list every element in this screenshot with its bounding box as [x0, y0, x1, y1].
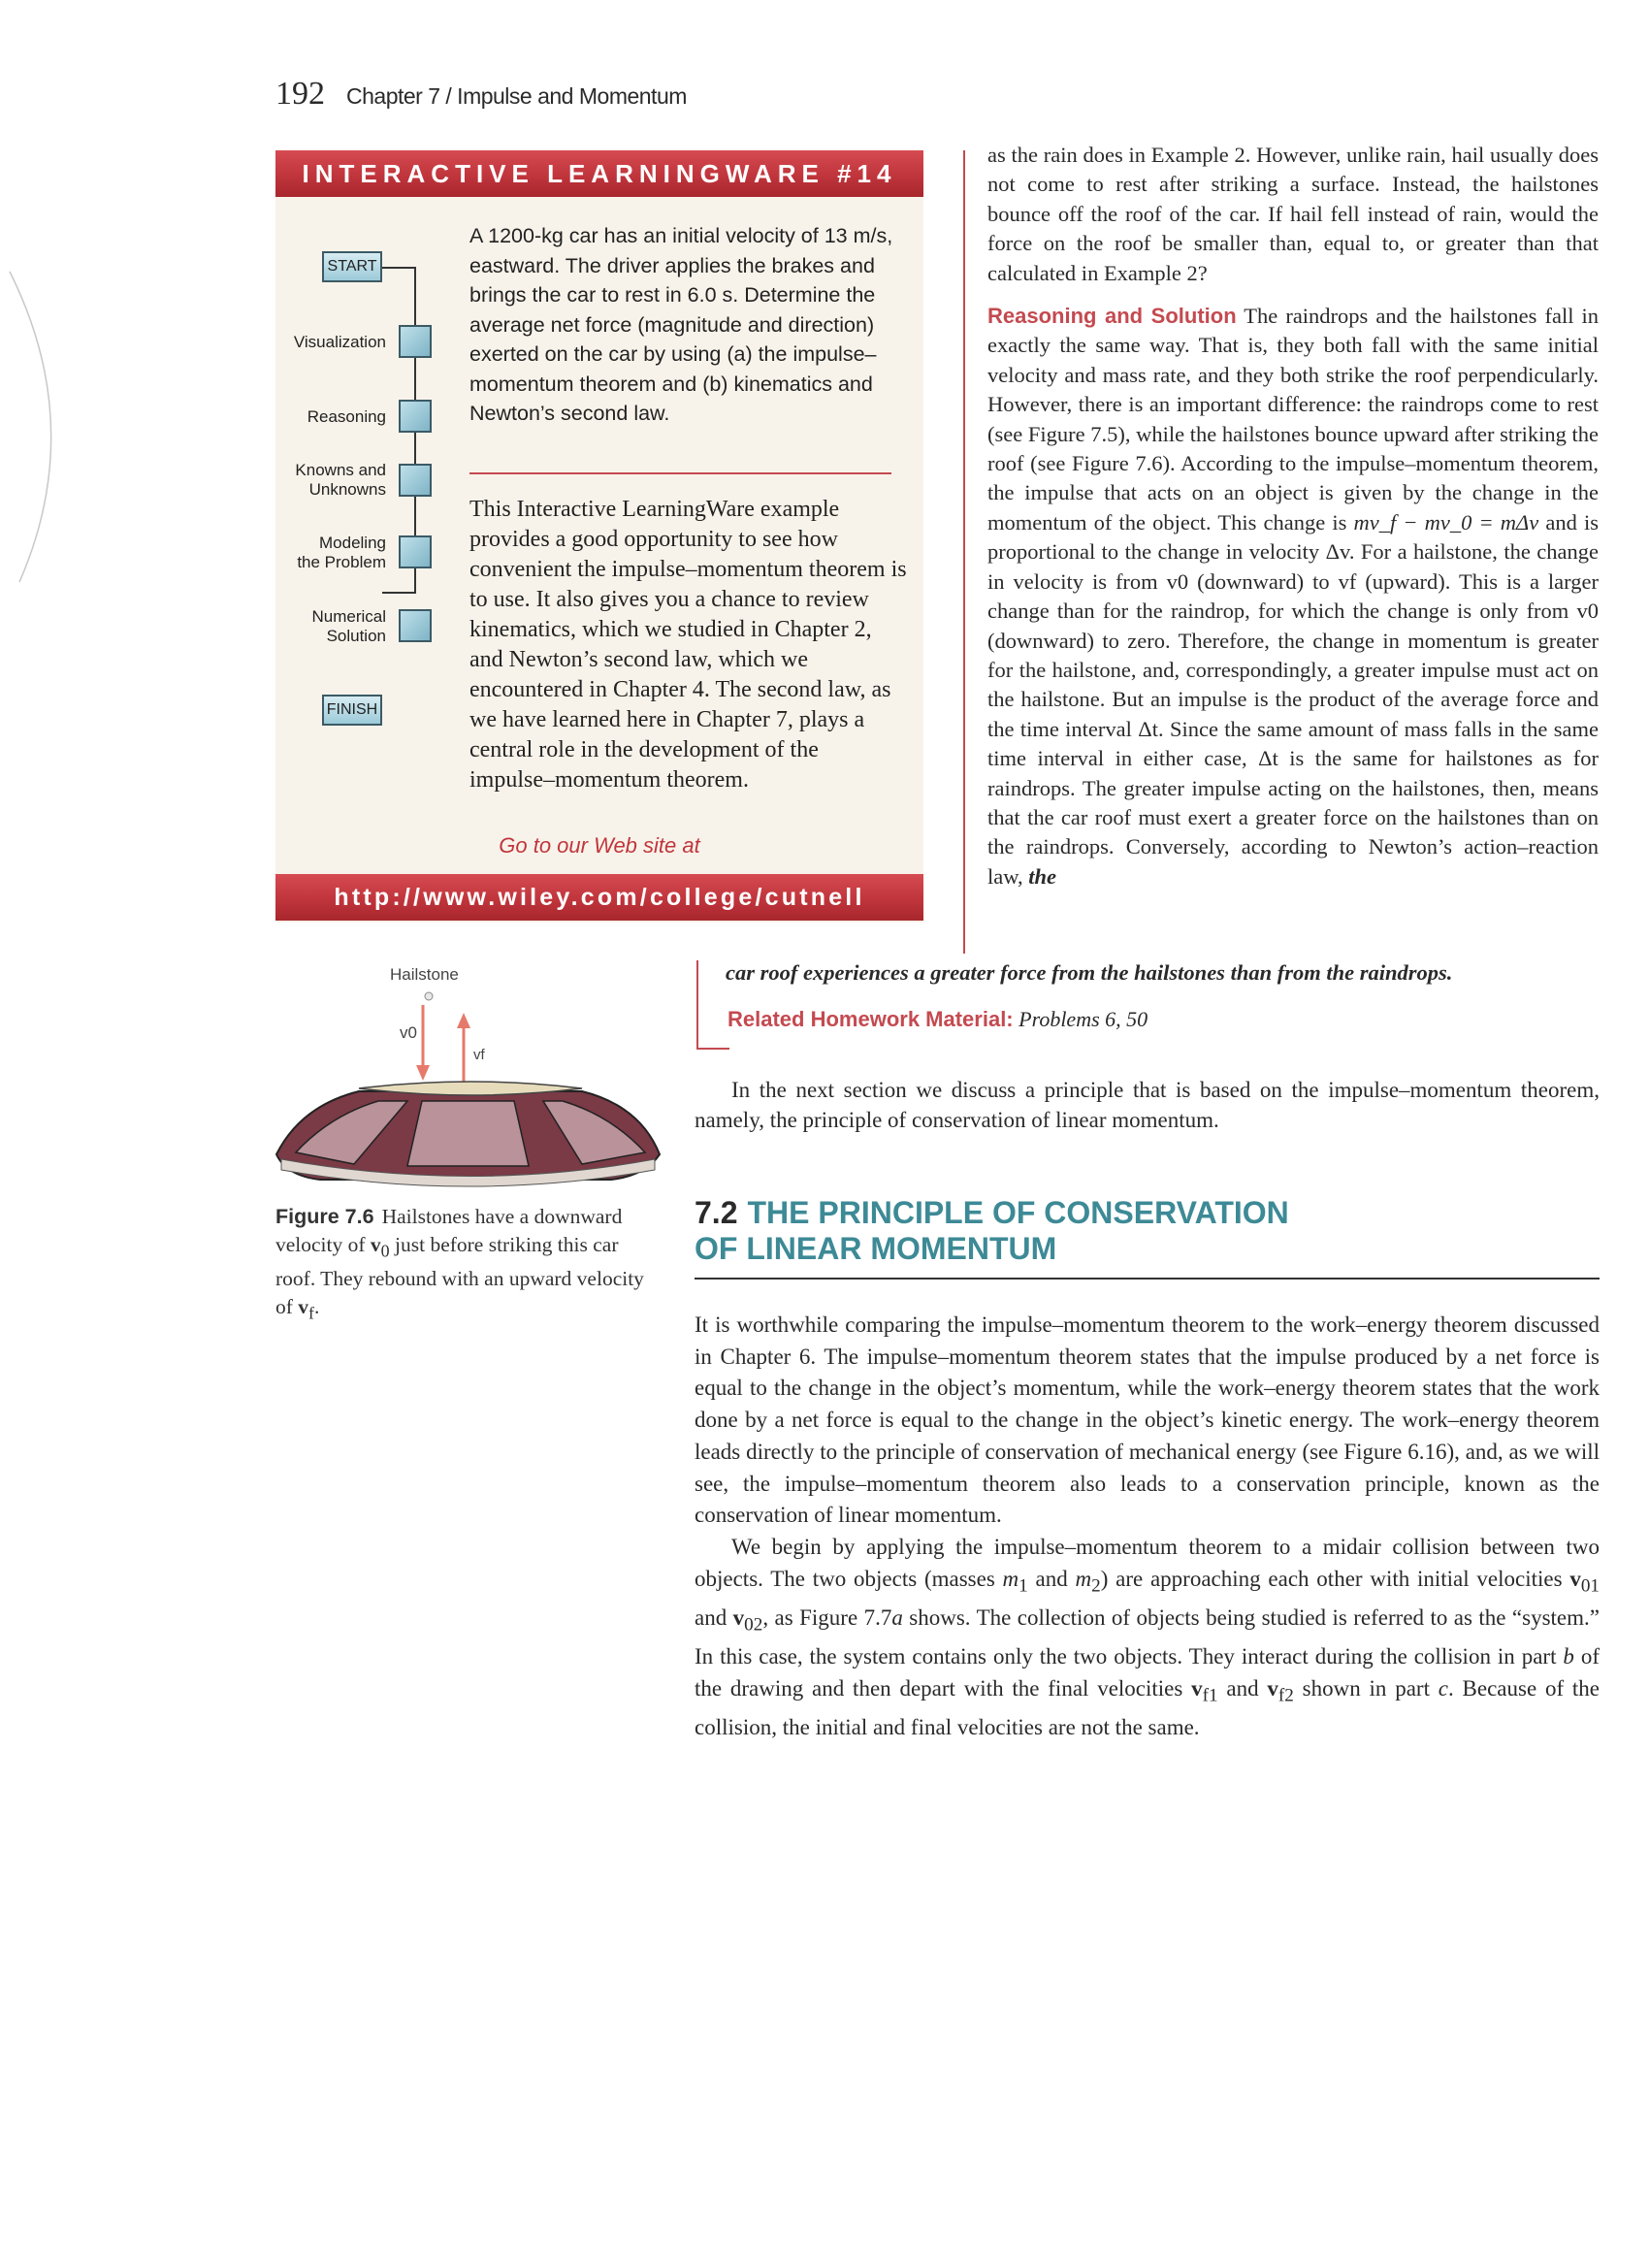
section-title-line1: THE PRINCIPLE OF CONSERVATION — [747, 1195, 1289, 1230]
section-rule — [695, 1278, 1600, 1280]
step-visualization-button[interactable] — [399, 325, 432, 358]
flow-line-start — [382, 267, 416, 269]
example-column — [987, 141, 1599, 891]
page-edge-arc — [0, 262, 68, 592]
section-number: 7.2 — [695, 1195, 738, 1230]
hailstone-label: Hailstone — [390, 965, 459, 984]
interactive-learningware-box — [275, 150, 923, 923]
ilw-divider — [469, 472, 891, 474]
step-reasoning-button[interactable] — [399, 400, 432, 433]
ilw-problem-text: A 1200-kg car has an initial velocity of 13 m/s, eastward. The driver applies the brakes and brings the car to rest in 6.0 s. Determine the average net force (magnitude and direction) exerted on the car by using (a) the impulse–momentum theorem and (b) kinematics and Newton’s second law. — [469, 224, 893, 425]
reasoning-heading: Reasoning and Solution — [987, 304, 1237, 329]
example-rule-lower — [696, 960, 698, 1050]
running-head: Chapter 7 / Impulse and Momentum — [346, 83, 687, 109]
example-question: as the rain does in Example 2. However, unlike rain, hail usually does not come to rest after striking a surface. Instead, the hailstones bounce off the roof of the car. If hail fell instead of rain, would the force on the roof be smaller than, equal to, or greater than that calculated in Example 2? — [987, 143, 1599, 285]
section-body — [695, 1310, 1600, 1744]
section-heading — [695, 1195, 1289, 1267]
step-knowns-label: Knowns and Unknowns — [295, 461, 386, 499]
step-numerical-label: Numerical Solution — [311, 607, 386, 645]
ilw-goto-text: Go to our Web site at — [499, 833, 700, 858]
v0-label: v0 — [400, 1023, 417, 1042]
step-reasoning-label: Reasoning — [307, 407, 386, 426]
related-heading: Related Homework Material: — [728, 1007, 1014, 1031]
hailstone-icon — [425, 992, 433, 1000]
figure-7-6-car-hailstones — [262, 960, 669, 1203]
step-knowns-button[interactable] — [399, 464, 432, 497]
vf-arrowhead-icon — [457, 1013, 470, 1028]
example-rule-upper — [963, 150, 965, 954]
step-visualization-label: Visualization — [293, 333, 386, 351]
figure-label: Figure 7.6 — [275, 1205, 374, 1228]
ilw-title-banner: INTERACTIVE LEARNINGWARE #14 — [275, 150, 923, 197]
ilw-intro-text: This Interactive LearningWare example provides a good opportunity to see how convenient the impulse–momentum theorem is to use. It also gives you a chance to review kinematics, which we studied in Chapter 2, and Newton’s second law, which we encountered in Chapter 4. The second law, as we have learned here in Chapter 7, plays a central role in the development of the impulse–momentum theorem. — [469, 497, 907, 793]
body-paragraph-2: We begin by applying the impulse–momentum theorem to a midair collision between two objects. The two objects (masses $m_1$ and $m_2$) are approaching each other with initial velocities $v_{01}$ and $v_{02}$, as Figure 7.7a shows. The collection of objects being studied is referred to as the “system.” In this case, the system contains only the two objects. They interact during the collision in part b of the drawing and then depart with the final velocities $v_{f1}$ and $v_{f2}$ shown in part c. Because of the collision, the initial and final velocities are not the same. — [695, 1534, 1600, 1740]
step-finish-button[interactable]: FINISH — [322, 695, 382, 726]
vf-label: vf — [473, 1047, 485, 1063]
figure-7-6-caption: Figure 7.6 Hailstones have a downward velocity of $v_0$ just before striking this car roof. They rebound with an upward velocity of $v_f$. — [275, 1205, 644, 1323]
running-header — [275, 76, 687, 113]
step-start-button[interactable]: START — [322, 251, 382, 282]
v0-arrowhead-icon — [416, 1065, 430, 1081]
transition-paragraph: In the next section we discuss a principle that is based on the impulse–momentum theorem, namely, the principle of conservation of linear momentum. — [695, 1078, 1600, 1132]
example-conclusion: car roof experiences a greater force from the hailstones than from the raindrops. — [726, 960, 1453, 985]
reasoning-paragraph: Reasoning and Solution The raindrops and the hailstones fall in exactly the same way. That is, they both fall with the same initial velocity and mass rate, and they both strike the roof perpendicularly. However, there is an important difference: the raindrops come to rest (see Figure 7.5), while the hailstones bounce upward after striking the roof (see Figure 7.6). According to the impulse–momentum theorem, the impulse that acts on an object is given by the change in the momentum of the object. This change is mv_f − mv_0 = mΔv and is proportional to the change in velocity Δv. For a hailstone, the change in velocity is from v0 (downward) to vf (upward). This is a larger change than for the raindrop, for which the change is only from v0 (downward) to zero. Therefore, the change in momentum is greater for the hailstone, and, correspondingly, a greater impulse must act on the hailstone. But an impulse is the product of the average force and the time interval Δt. Since the same amount of mass falls in the same time interval in either case, Δt is the same for hailstones as for raindrops. The greater impulse acting on the hailstones, then, means that the car roof must exert a greater force on the hailstones than on the raindrops. Conversely, according to Newton’s action–reaction law, the — [987, 304, 1600, 889]
related-homework — [728, 1007, 1148, 1032]
momentum-equation: mv_f − mv_0 = mΔv — [1353, 509, 1539, 535]
section-title-line2: OF LINEAR MOMENTUM — [695, 1231, 1057, 1266]
body-paragraph-1: It is worthwhile comparing the impulse–momentum theorem to the work–energy theorem discussed in Chapter 6. The impulse–momentum theorem states that the impulse produced by a net force is equal to the change in the object’s momentum, while the work–energy theorem states that the work done by a net force is equal to the change in the object’s kinetic energy. The work–energy theorem leads directly to the principle of conservation of mechanical energy (see Figure 6.16), and, as we will see, the impulse–momentum theorem also leads to a conservation principle, known as the conservation of linear momentum. — [695, 1312, 1600, 1528]
related-problems: Problems 6, 50 — [1018, 1007, 1148, 1031]
example-rule-foot — [696, 1048, 729, 1050]
step-modeling-label: Modeling the Problem — [297, 534, 386, 571]
ilw-url-link[interactable]: http://www.wiley.com/college/cutnell — [275, 874, 923, 921]
page-number: 192 — [275, 76, 325, 112]
car-icon — [276, 1082, 660, 1186]
